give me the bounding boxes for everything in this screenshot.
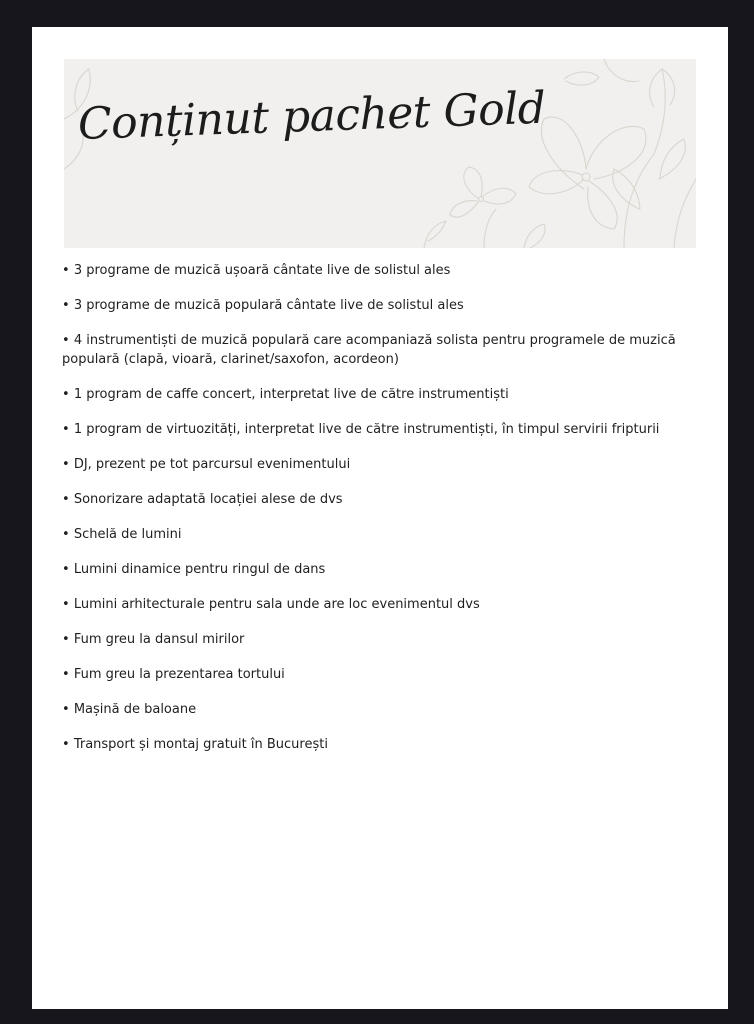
document-page (32, 27, 728, 1009)
list-item: • Lumini dinamice pentru ringul de dans (62, 560, 682, 579)
list-item: • Schelă de lumini (62, 525, 682, 544)
list-item: • DJ, prezent pe tot parcursul evenimentului (62, 455, 682, 474)
list-item: • Fum greu la dansul mirilor (62, 630, 682, 649)
list-item: • Lumini arhitecturale pentru sala unde are loc evenimentul dvs (62, 595, 682, 614)
page-title: Conținut pachet Gold (77, 82, 547, 150)
floral-line-art-icon (64, 59, 696, 248)
package-items-list (62, 261, 682, 770)
list-item: • Transport și montaj gratuit în București (62, 735, 682, 754)
list-item: • 1 program de caffe concert, interpretat live de către instrumentiști (62, 385, 682, 404)
list-item: • 4 instrumentiști de muzică populară care acompaniază solista pentru programele de muzică populară (clapă, vioară, clarinet/saxofon, acordeon) (62, 331, 682, 369)
header-banner (64, 59, 696, 248)
list-item: • 3 programe de muzică populară cântate live de solistul ales (62, 296, 682, 315)
list-item: • Mașină de baloane (62, 700, 682, 719)
list-item: • 1 program de virtuozități, interpretat live de către instrumentiști, în timpul servirii fripturii (62, 420, 682, 439)
list-item: • 3 programe de muzică ușoară cântate live de solistul ales (62, 261, 682, 280)
list-item: • Sonorizare adaptată locației alese de dvs (62, 490, 682, 509)
list-item: • Fum greu la prezentarea tortului (62, 665, 682, 684)
